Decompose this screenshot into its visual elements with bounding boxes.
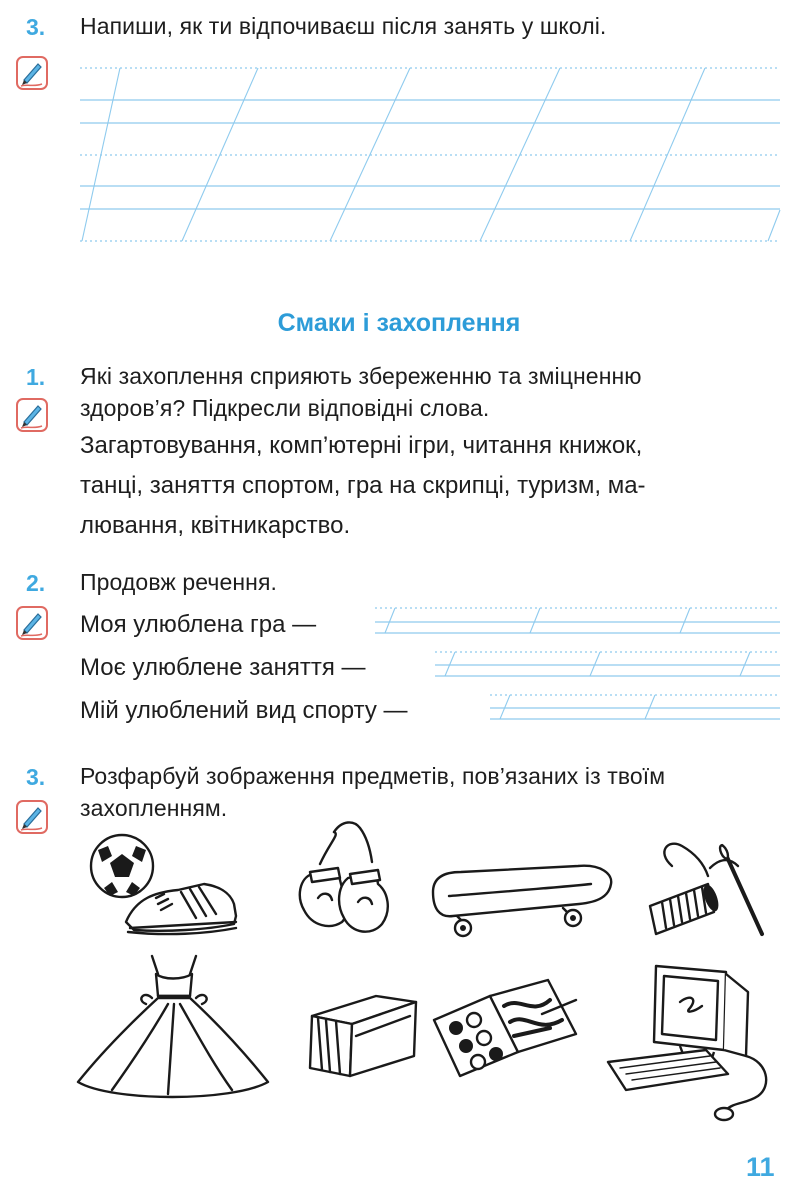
sentence-prompt: Моя улюблена гра — — [80, 611, 317, 638]
task-instruction-line: Які захоплення сприяють збереженню та зміцненню — [80, 363, 642, 389]
task-instruction: Продовж речення. — [80, 569, 277, 595]
task-number: 3. — [26, 764, 46, 790]
task-instruction-line: здоров’я? Підкресли відповідні слова. — [80, 395, 490, 421]
books-picture[interactable] — [306, 976, 424, 1086]
thread-and-needle-picture[interactable] — [648, 836, 778, 941]
task-number: 1. — [26, 364, 46, 390]
boxing-gloves-picture[interactable] — [290, 818, 400, 943]
pencil-icon — [16, 398, 48, 432]
task-number: 2. — [26, 570, 46, 596]
task-instruction-line: захопленням. — [80, 795, 228, 821]
task-number: 3. — [26, 14, 46, 40]
ball-gown-picture[interactable] — [72, 952, 272, 1102]
section-title: Смаки і захоплення — [277, 309, 521, 337]
writing-lines-answers[interactable] — [0, 590, 798, 730]
task-instruction-line: Розфарбуй зображення предметів, пов’язаних із твоїм — [80, 763, 666, 789]
hobbies-list-line[interactable]: Загартовування, комп’ютерні ігри, читання книжок, — [80, 432, 643, 459]
hobbies-list-line[interactable]: танці, заняття спортом, гра на скрипці, туризм, ма- — [80, 472, 646, 499]
task-instruction: Напиши, як ти відпочиваєш після занять у школі. — [80, 13, 607, 39]
sentence-prompt: Мій улюблений вид спорту — — [80, 697, 408, 724]
sentence-prompt: Моє улюблене заняття — — [80, 654, 366, 681]
paint-box-picture[interactable] — [430, 976, 580, 1086]
pencil-icon — [16, 800, 48, 834]
skateboard-picture[interactable] — [413, 852, 618, 942]
writing-lines-top[interactable] — [0, 0, 798, 260]
page-number: 11 — [746, 1152, 775, 1182]
computer-picture[interactable] — [598, 962, 778, 1127]
soccer-ball-and-sneaker-picture[interactable] — [86, 832, 246, 942]
hobbies-list-line[interactable]: лювання, квітникарство. — [80, 512, 351, 539]
